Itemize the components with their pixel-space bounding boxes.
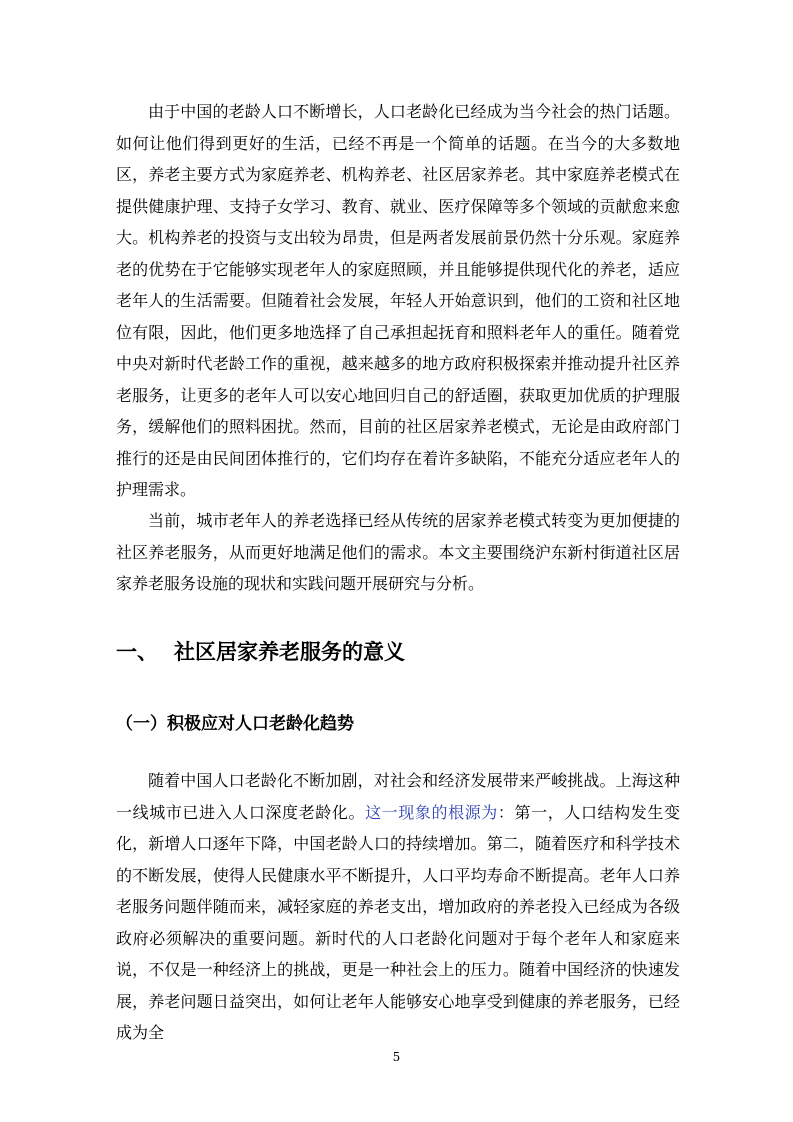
section-number: 一、 xyxy=(116,640,158,664)
highlighted-link-text[interactable]: 这一现象的根源为 xyxy=(365,802,498,822)
page-number: 5 xyxy=(392,1050,401,1064)
intro-paragraph-1: 由于中国的老龄人口不断增长，人口老龄化已经成为当今社会的热门话题。如何让他们得到更好的生活，已经不再是一个简单的话题。在当今的大多数地区，养老主要方式为家庭养老、机构养老、社区居家养老。其中家庭养老模式在提供健康护理、支持子女学习、教育、就业、医疗保障等多个领域的贡献愈来愈大。机构养老的投资与支出较为昂贵，但是两者发展前景仍然十分乐观。家庭养老的优势在于它能够实现老年人的家庭照顾，并且能够提供现代化的养老，适应老年人的生活需要。但随着社会发展，年轻人开始意识到，他们的工资和社区地位有限，因此，他们更多地选择了自己承担起抚育和照料老年人的重任。随着党中央对新时代老龄工作的重视，越来越多的地方政府积极探索并推动提升社区养老服务，让更多的老年人可以安心地回归自己的舒适圈，获取更加优质的护理服务，缓解他们的照料困扰。然而，目前的社区居家养老模式，无论是由政府部门推行的还是由民间团体推行的，它们均存在着许多缺陷，不能充分适应老年人的护理需求。 xyxy=(116,102,680,499)
body-paragraph xyxy=(116,765,680,1049)
intro-paragraph-2: 当前，城市老年人的养老选择已经从传统的居家养老模式转变为更加便捷的社区养老服务，从而更好地满足他们的需求。本文主要围绕沪东新村街道社区居家养老服务设施的现状和实践问题开展研究与分析。 xyxy=(116,511,680,593)
subsection-heading: （一）积极应对人口老龄化趋势 xyxy=(116,714,354,734)
body-text-after-link: ：第一，人口结构发生变化，新增人口逐年下降，中国老龄人口的持续增加。第二，随着医疗和科学技术的不断发展，使得人民健康水平不断提升，人口平均寿命不断提高。老年人口养老服务问题伴随而来，减轻家庭的养老支出，增加政府的养老投入已经成为各级政府必须解决的重要问题。新时代的人口老龄化问题对于每个老年人和家庭来说，不仅是一种经济上的挑战，更是一种社会上的压力。随着中国经济的快速发展，养老问题日益突出，如何让老年人能够安心地享受到健康的养老服务，已经成为全 xyxy=(116,802,680,1042)
section-heading xyxy=(116,632,680,672)
body-text-before-link: 随着中国人口老龄化不断加剧，对社会和经济发展带来严峻挑战。上海这种一线城市已进入人口深度老龄化。 xyxy=(116,771,680,822)
section-title: 社区居家养老服务的意义 xyxy=(174,640,405,664)
